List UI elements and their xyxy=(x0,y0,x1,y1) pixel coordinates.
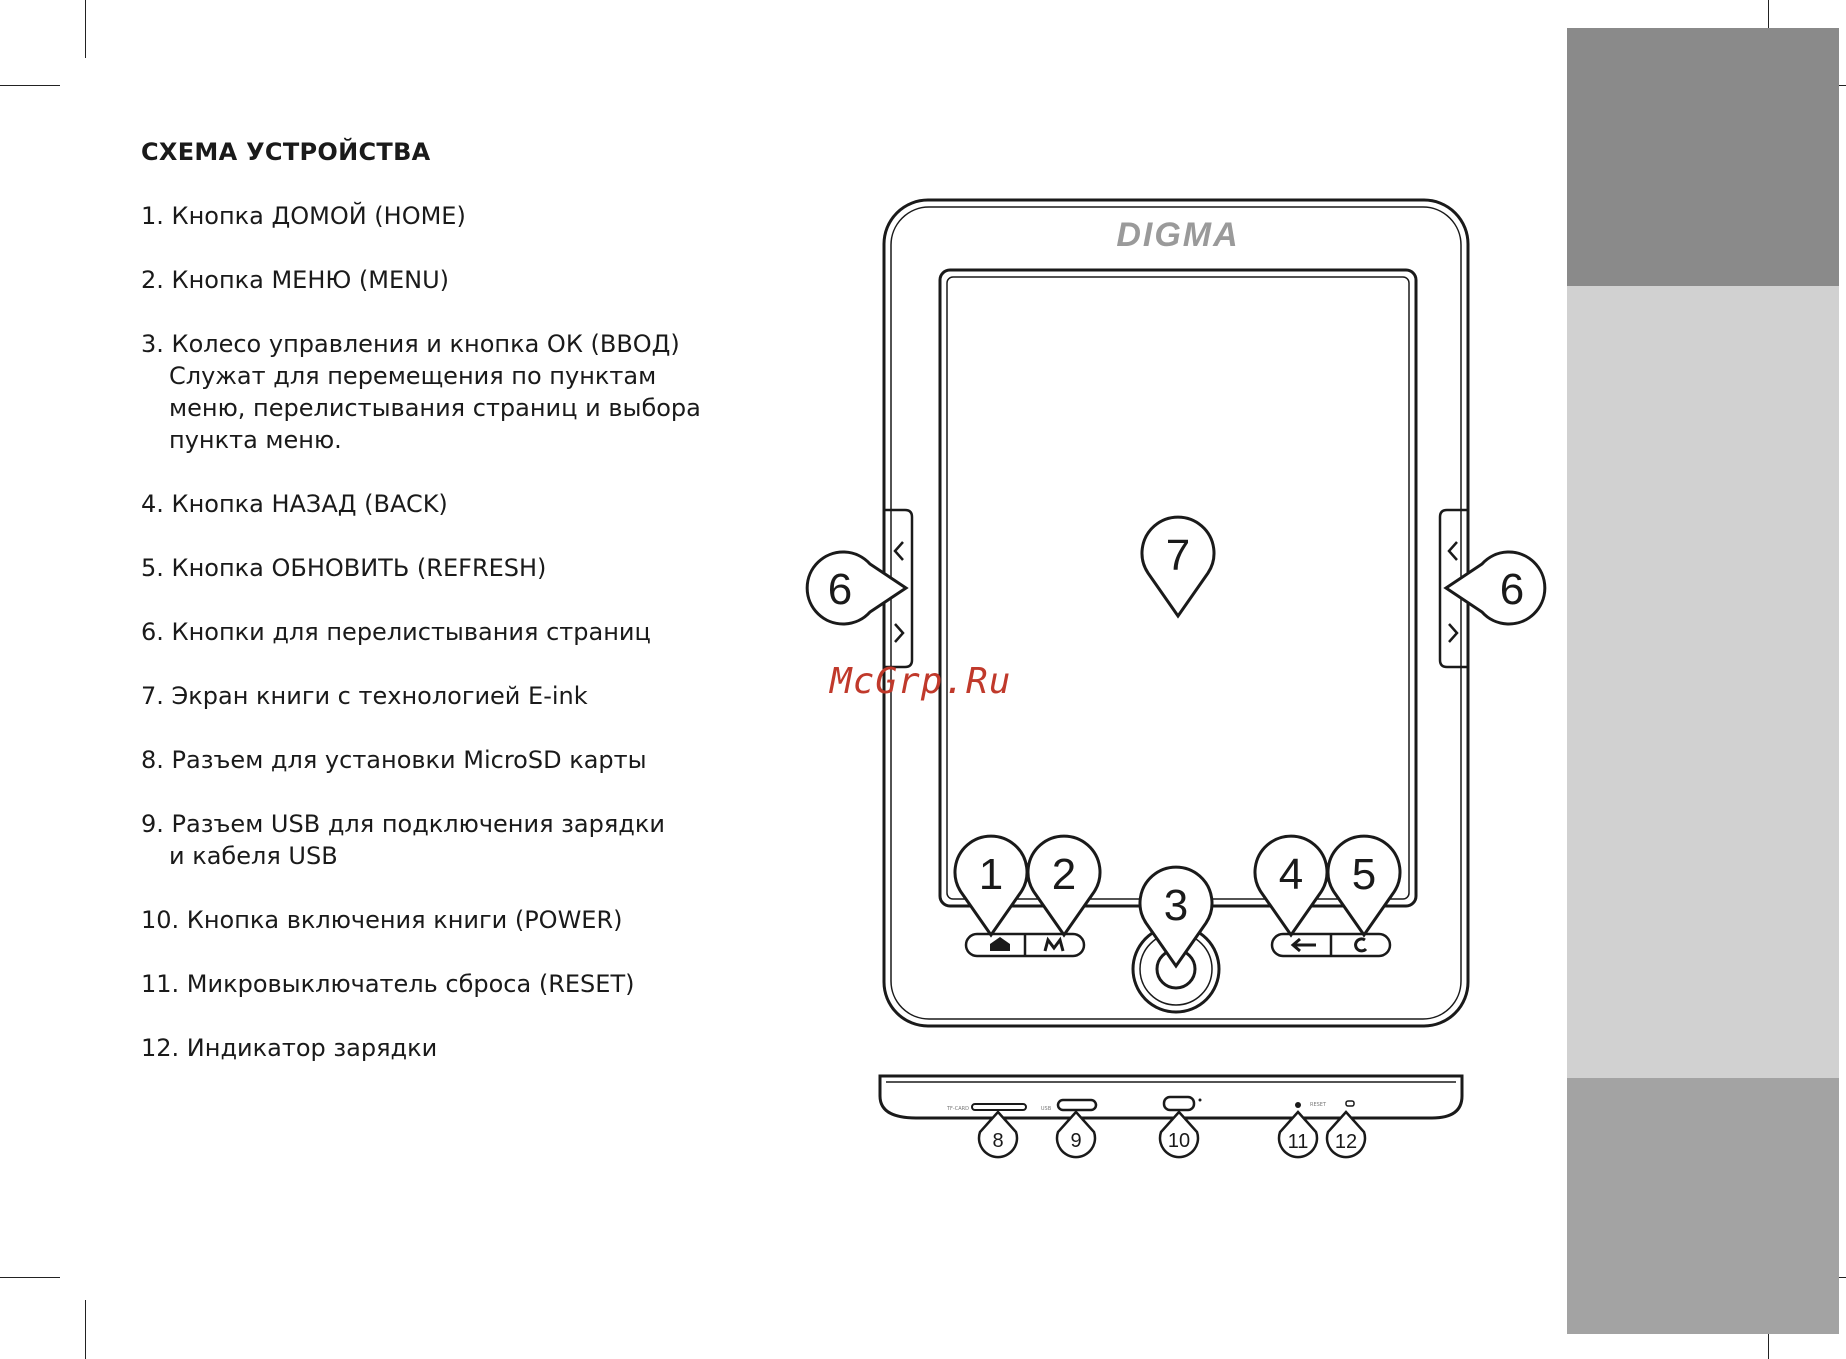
power-button xyxy=(1164,1097,1194,1110)
chevron-right-icon xyxy=(895,624,903,642)
tf-card-label: TF-CARD xyxy=(947,1106,969,1112)
list-item: 6. Кнопки для перелистывания страниц xyxy=(141,618,651,646)
chevron-left-icon xyxy=(1449,542,1457,560)
callout-marker xyxy=(1142,517,1214,616)
list-item: 3. Колесо управления и кнопка ОК (ВВОД) Служат для перемещения по пунктам меню, перелистывания страниц и выбора пункта меню. xyxy=(141,330,701,454)
callout-label: 9 xyxy=(1070,1130,1082,1152)
chevron-right-icon xyxy=(1449,624,1457,642)
list-item: 2. Кнопка МЕНЮ (MENU) xyxy=(141,266,450,294)
callout-label: 2 xyxy=(1051,850,1077,899)
charge-led xyxy=(1346,1101,1354,1106)
chevron-left-icon xyxy=(895,542,903,560)
list-item: 5. Кнопка ОБНОВИТЬ (REFRESH) xyxy=(141,554,547,582)
home-icon xyxy=(990,937,1010,951)
callout-marker xyxy=(1140,867,1212,966)
refresh-icon xyxy=(1356,939,1366,951)
page-title: СХЕМА УСТРОЙСТВА xyxy=(141,138,431,166)
reset-label: RESET xyxy=(1309,1102,1327,1108)
callout-label: 11 xyxy=(1287,1131,1309,1153)
list-item: 4. Кнопка НАЗАД (BACK) xyxy=(141,490,448,518)
brand-logo: DIGMA xyxy=(1116,216,1240,254)
callout-label: 6 xyxy=(827,565,853,614)
list-item: 11. Микровыключатель сброса (RESET) xyxy=(141,970,635,998)
callout-label: 3 xyxy=(1163,881,1189,930)
list-item: 7. Экран книги с технологией E-ink xyxy=(141,682,588,710)
callout-marker xyxy=(955,836,1027,935)
callout-marker xyxy=(1255,836,1327,935)
callout-label: 5 xyxy=(1351,850,1377,899)
list-item: 1. Кнопка ДОМОЙ (HOME) xyxy=(141,202,466,230)
callout-label: 12 xyxy=(1334,1131,1358,1153)
callout-label: 1 xyxy=(978,850,1004,899)
list-item: 8. Разъем для установки MicroSD карты xyxy=(141,746,647,774)
list-item: 12. Индикатор зарядки xyxy=(141,1034,438,1062)
callout-label: 6 xyxy=(1499,565,1525,614)
callout-label: 10 xyxy=(1167,1130,1191,1152)
usb-port xyxy=(1058,1100,1096,1110)
reset-hole xyxy=(1295,1102,1301,1108)
menu-icon xyxy=(1045,940,1063,951)
list-item: 9. Разъем USB для подключения зарядки и кабеля USB xyxy=(141,810,665,870)
callout-label: 4 xyxy=(1278,850,1304,899)
callout-marker xyxy=(1028,836,1100,935)
list-item: 10. Кнопка включения книги (POWER) xyxy=(141,906,623,934)
callout-marker xyxy=(1328,836,1400,935)
back-arrow-icon xyxy=(1293,939,1316,951)
watermark: McGrp.Ru xyxy=(830,661,1012,702)
callout-label: 7 xyxy=(1165,531,1191,580)
usb-label: USB xyxy=(1040,1106,1052,1112)
callout-label: 8 xyxy=(992,1130,1004,1152)
microsd-slot xyxy=(972,1104,1026,1110)
